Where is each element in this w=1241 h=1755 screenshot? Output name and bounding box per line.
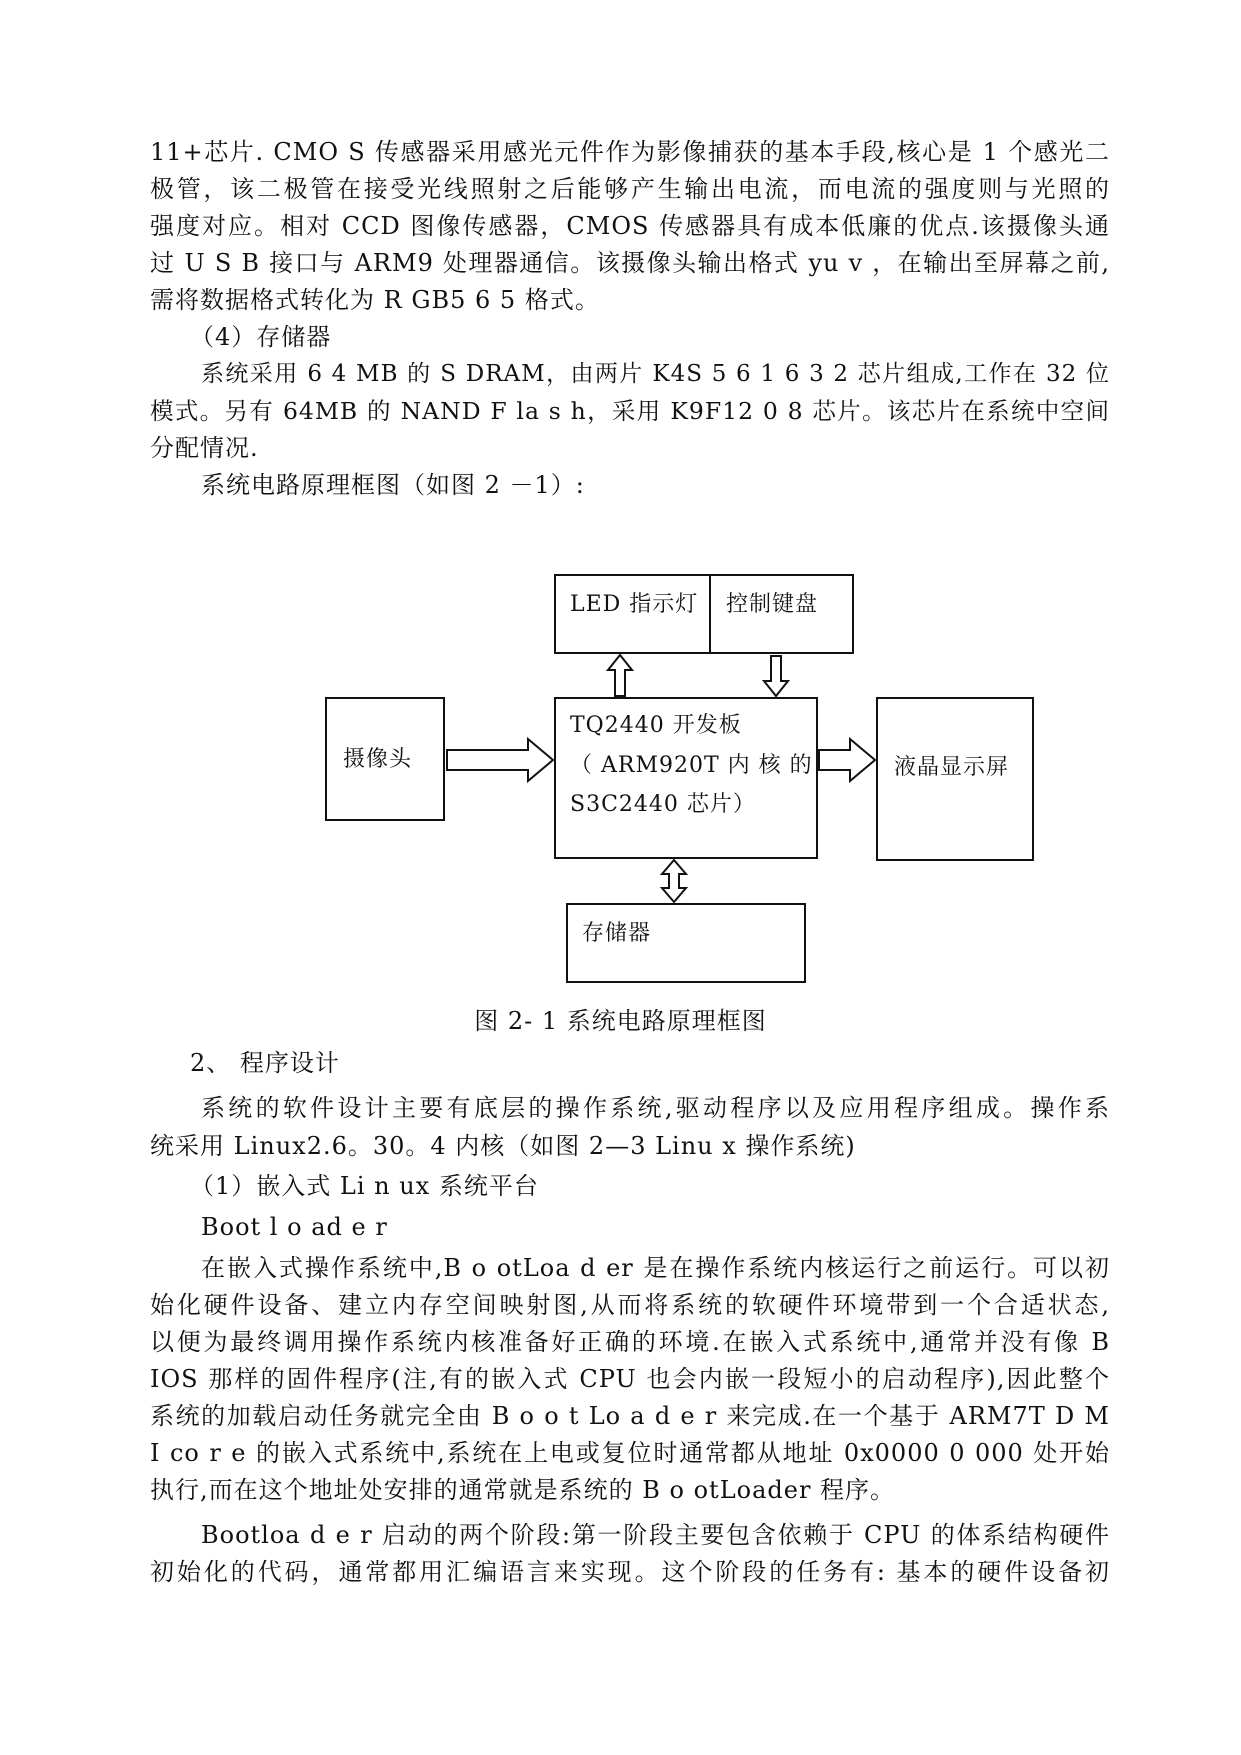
body-text-line: 初始化的代码，通常都用汇编语言来实现。这个阶段的任务有: 基本的硬件设备初 xyxy=(150,1558,1110,1586)
body-text-line: 模式。另有 64MB 的 NAND F la s h，采用 K9F12 0 8 芯片。该芯片在系统中空间 xyxy=(150,397,1110,425)
body-text-line: 强度对应。相对 CCD 图像传感器，CMOS 传感器具有成本低廉的优点.该摄像头通 xyxy=(150,212,1110,240)
figure-caption: 图 2- 1 系统电路原理框图 xyxy=(474,1007,767,1035)
keyboard-label: 控制键盘 xyxy=(726,592,819,617)
section-heading: 2、 程序设计 xyxy=(190,1049,340,1077)
body-text-line: 在嵌入式操作系统中,B o otLoa d er 是在操作系统内核运行之前运行。可以初 xyxy=(201,1254,1110,1282)
body-text-line: I co r e 的嵌入式系统中,系统在上电或复位时通常都从地址 0x0000 0 000 处开始 xyxy=(150,1439,1110,1467)
arrow-board-to-lcd xyxy=(819,739,875,781)
body-text-line: 系统采用 6 4 MB 的 S DRAM，由两片 K4S 5 6 1 6 3 2 芯片组成,工作在 32 位 xyxy=(201,361,1110,387)
body-text-line: 执行,而在这个地址处安排的通常就是系统的 B o otLoader 程序。 xyxy=(150,1476,896,1504)
body-text-line: 系统的软件设计主要有底层的操作系统,驱动程序以及应用程序组成。操作系 xyxy=(201,1094,1110,1122)
body-text-line: 统采用 Linux2.6。30。4 内核（如图 2—3 Linu x 操作系统) xyxy=(150,1132,856,1160)
body-text-line: 需将数据格式转化为 R GB5 6 5 格式。 xyxy=(150,286,600,314)
board-label-3: S3C2440 芯片） xyxy=(570,792,756,817)
body-text-line: Bootloa d e r 启动的两个阶段:第一阶段主要包含依赖于 CPU 的体系结构硬件 xyxy=(201,1521,1110,1549)
board-label-1: TQ2440 开发板 xyxy=(570,713,742,738)
arrow-keyboard-to-board xyxy=(764,656,788,696)
led-label: LED 指示灯 xyxy=(570,592,699,617)
body-text-line: 系统电路原理框图（如图 2 －1）: xyxy=(201,471,585,499)
arrow-board-to-led xyxy=(608,655,632,696)
lcd-label: 液晶显示屏 xyxy=(894,755,1010,780)
board-label-2: （ ARM920T 内 核 的 xyxy=(570,753,813,778)
arrow-board-storage xyxy=(662,860,686,902)
storage-label: 存储器 xyxy=(582,921,652,946)
body-text-line: 11+芯片. CMO S 传感器采用感光元件作为影像捕获的基本手段,核心是 1 个感光二 xyxy=(150,138,1110,166)
camera-label: 摄像头 xyxy=(343,747,413,772)
body-text-line: 始化硬件设备、建立内存空间映射图,从而将系统的软硬件环境带到一个合适状态, xyxy=(150,1291,1110,1319)
body-text-line: IOS 那样的固件程序(注,有的嵌入式 CPU 也会内嵌一段短小的启动程序),因此整个 xyxy=(150,1365,1110,1393)
body-text-line: 极管，该二极管在接受光线照射之后能够产生输出电流，而电流的强度则与光照的 xyxy=(150,175,1110,203)
arrow-camera-to-board xyxy=(447,739,553,781)
body-text-line: 分配情况. xyxy=(150,434,259,462)
body-text-line: 过 U S B 接口与 ARM9 处理器通信。该摄像头输出格式 yu v ，在输出至屏幕之前, xyxy=(150,249,1110,277)
body-text-line: 以便为最终调用操作系统内核准备好正确的环境.在嵌入式系统中,通常并没有像 B xyxy=(150,1328,1110,1356)
section-heading: （4）存储器 xyxy=(190,323,332,351)
body-text-line: Boot l o ad e r xyxy=(201,1213,388,1241)
body-text-line: 系统的加载启动任务就完全由 B o o t Lo a d e r 来完成.在一个基于 ARM7T D M xyxy=(150,1402,1110,1430)
section-heading: （1）嵌入式 Li n ux 系统平台 xyxy=(190,1172,539,1200)
